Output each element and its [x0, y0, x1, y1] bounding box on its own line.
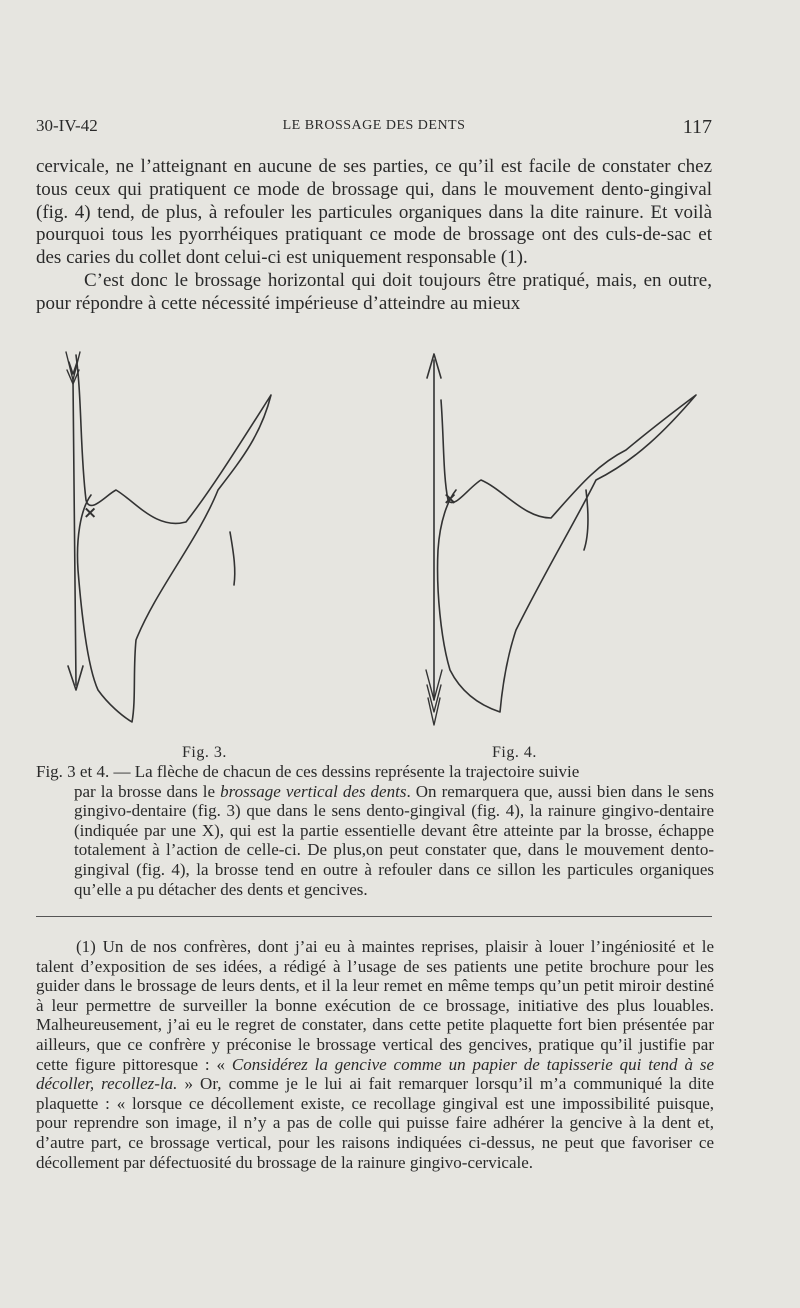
running-header — [36, 116, 712, 140]
fig4-outline — [438, 395, 696, 712]
caption-body: par la brosse dans le brossage vertical des dents. On remarquera que, aussi bien dans le sens gingivo-dentaire (fig. 3) que dans le sens dento-gingival (fig. 4), la rainure gingivo-dentaire (indiquée par une X), qui est la partie essentielle devant être atteinte par la brosse, échappe totalement à l’action de celle-ci. De plus,on peut constater que, dans le mouvement dento-gingival (fig. 4), la brosse tend en outre à refouler dans ce sillon les particules organiques qu’elle a pu détacher des dents et gencives. — [74, 781, 715, 899]
figures-3-4 — [36, 340, 736, 770]
caption-lead: Fig. 3 et 4. — La flèche de chacun de ces dessins représente la trajectoire suivie — [36, 762, 580, 781]
fig4-label: Fig. 4. — [492, 744, 537, 761]
footnote-text: (1) Un de nos confrères, dont j’ai eu à maintes reprises, plaisir à louer l’ingéniosité et le talent d’exposition de ses idées, a rédigé à l’usage de ses patients une petite brochure pour les guider dans le brossage de leurs dents, et il la leur remet en même temps qu’un petit miroir destiné à leur permettre de surveiller la bonne exécution de ce brossage, initiative des plus louables. Malheureusement, j’ai eu le regret de constater, dans cette petite plaquette fort bien présentée par ailleurs, que ce confrère y préconise le brossage vertical des gencives, pratique qu’il justifie par cette figure pittoresque : « Considérez la gencive comme un papier de tapisserie qui tend à se décoller, recollez-la. » Or, comme je le lui ai fait remarquer lorsqu’il m’a communiqué la dite plaquette : « lorsque ce décollement existe, ce recollage gingival est une impossibilité puisque, pour reprendre son image, il n’y a pas de colle qui puisse faire adhérer la gencive à la dent et, d’autre part, ce brossage vertical, pour les raisons indiquées ci-dessus, ne peut que favoriser ce décollement par défectuosité du brossage de la rainure gingivo-cervicale. — [36, 937, 714, 1172]
fig3-inner-line — [230, 532, 235, 585]
running-title: LE BROSSAGE DES DENTS — [282, 118, 466, 133]
page-number: 117 — [682, 116, 712, 138]
paragraph-2: C’est donc le brossage horizontal qui doit toujours être pratiqué, mais, en outre, pour répondre à cette nécessité impérieuse d’atteindre au mieux — [36, 269, 712, 314]
paragraph-1: cervicale, ne l’atteignant en aucune de ses parties, ce qu’il est facile de constater chez tous ceux qui pratiquent ce mode de brossage qui, dans le mouvement dento-gingival (fig. 4) tend, de plus, à refouler les particules organiques dans la dite rainure. Et voilà pourquoi tous les pyorrhéiques pratiquant ce mode de brossage ont des culs-de-sac et des caries du collet dont celui-ci est uniquement responsable (1). — [36, 156, 712, 269]
caption-italic: brossage vertical des dents — [220, 781, 407, 801]
fig3-x-marker: × — [83, 503, 98, 523]
fig3-outline — [76, 355, 271, 722]
fig4-x-marker: × — [443, 489, 458, 509]
footnote — [36, 937, 714, 1172]
figure-caption — [36, 762, 714, 899]
fig3-label: Fig. 3. — [182, 744, 227, 761]
fig3-arrow-shaft — [73, 380, 76, 685]
main-text — [36, 156, 712, 316]
footnote-rule — [36, 916, 712, 917]
header-date: 30-IV-42 — [36, 116, 98, 135]
footnote-italic: Considérez la gencive comme un papier de tapisserie qui tend à se décoller, recollez-la. — [36, 1054, 714, 1094]
